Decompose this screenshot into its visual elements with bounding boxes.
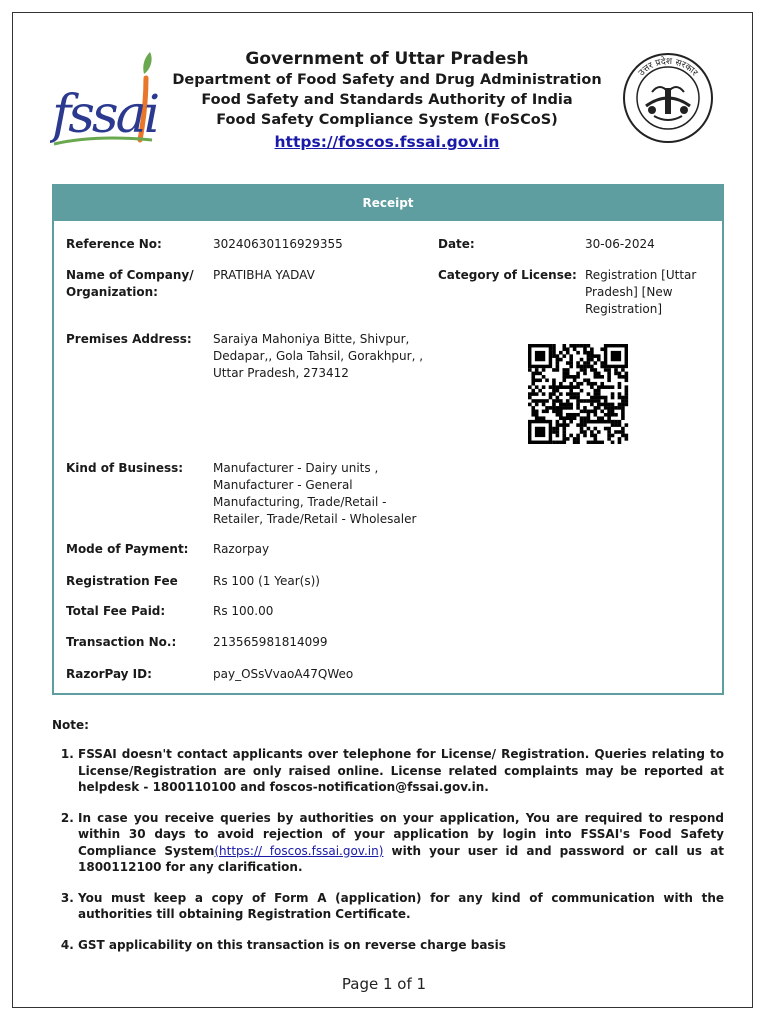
fssai-logo-icon (50, 48, 160, 152)
notes-list (52, 746, 724, 953)
category-value-line3: Registration] (585, 302, 663, 316)
qr-code-icon (526, 344, 630, 444)
svg-text:उत्तर प्रदेश सरकार (637, 55, 700, 78)
government-title: Government of Uttar Pradesh (245, 49, 529, 69)
business-line3: Manufacturing, Trade/Retail - (213, 495, 387, 509)
date-value: 30-06-2024 (585, 237, 655, 251)
notes-section (52, 718, 724, 967)
payment-label: Mode of Payment: (66, 542, 189, 556)
company-label-line1: Name of Company/ (66, 268, 194, 282)
payment-value: Razorpay (213, 542, 270, 556)
emblem-text: उत्तर प्रदेश सरकार (636, 56, 700, 79)
receipt-title: Receipt (54, 186, 722, 221)
category-label: Category of License: (438, 268, 577, 282)
page-number: Page 1 of 1 (341, 975, 427, 993)
company-label-line2: Organization: (66, 285, 158, 299)
note-item-2-text: In case you receive queries by authorities on your application, You are required to respond within 30 days to avoid rejection of your application by login into FSSAI's Food Safety Compliance System (78, 810, 724, 858)
foscos-note-link[interactable]: (https:// foscos.fssai.gov.in) (214, 843, 384, 858)
total-fee-value: Rs 100.00 (213, 604, 274, 618)
transaction-label: Transaction No.: (66, 635, 177, 649)
notes-title: Note: (52, 718, 89, 732)
system-title: Food Safety Compliance System (FoSCoS) (216, 112, 558, 128)
total-fee-label: Total Fee Paid: (66, 604, 166, 618)
category-value-line1: Registration [Uttar (585, 268, 697, 282)
business-line1: Manufacturer - Dairy units , (213, 461, 379, 475)
business-line2: Manufacturer - General (213, 478, 353, 492)
foscos-link[interactable]: https://foscos.fssai.gov.in (274, 133, 500, 151)
document-header (170, 48, 604, 154)
fee-label: Registration Fee (66, 574, 178, 588)
note-item-2 (78, 810, 724, 876)
business-label: Kind of Business: (66, 461, 184, 475)
date-label: Date: (438, 237, 475, 251)
authority-title: Food Safety and Standards Authority of India (201, 92, 573, 108)
address-line1: Saraiya Mahoniya Bitte, Shivpur, (213, 332, 410, 346)
fssai-logo-text: fssai (52, 85, 158, 145)
department-title: Department of Food Safety and Drug Administration (172, 72, 602, 88)
razorpay-label: RazorPay ID: (66, 667, 152, 681)
receipt-panel (52, 184, 724, 695)
address-line3: Uttar Pradesh, 273412 (213, 366, 349, 380)
note-item-1: 1. FSSAI doesn't contact applicants over telephone for License/ Registration. Queries relating to License/Registration are only raised online. License related complaints may be reported at helpdesk - 1800110100 and foscos-notification@fssai.gov.in. (78, 746, 724, 796)
category-value-line2: Pradesh] [New (585, 285, 673, 299)
fee-value: Rs 100 (1 Year(s)) (213, 574, 320, 588)
reference-value: 30240630116929355 (213, 237, 343, 251)
transaction-value: 213565981814099 (213, 635, 328, 649)
address-line2: Dedapar,, Gola Tahsil, Gorakhpur, , (213, 349, 424, 363)
business-line4: Retailer, Trade/Retail - Wholesaler (213, 512, 417, 526)
note-item-3: 3. You must keep a copy of Form A (application) for any kind of communication with the authorities till obtaining Registration Certificate. (78, 890, 724, 923)
note-item-2-text-end: with your user id and password or call us at 1800112100 for any clarification. (78, 843, 725, 874)
note-item-4: 4. GST applicability on this transaction is on reverse charge basis (78, 937, 724, 954)
company-value: PRATIBHA YADAV (213, 268, 315, 282)
address-label: Premises Address: (66, 332, 192, 346)
razorpay-value: pay_OSsVvaoA47QWeo (213, 667, 354, 681)
reference-label: Reference No: (66, 237, 162, 251)
uttar-pradesh-emblem-icon (622, 52, 714, 144)
